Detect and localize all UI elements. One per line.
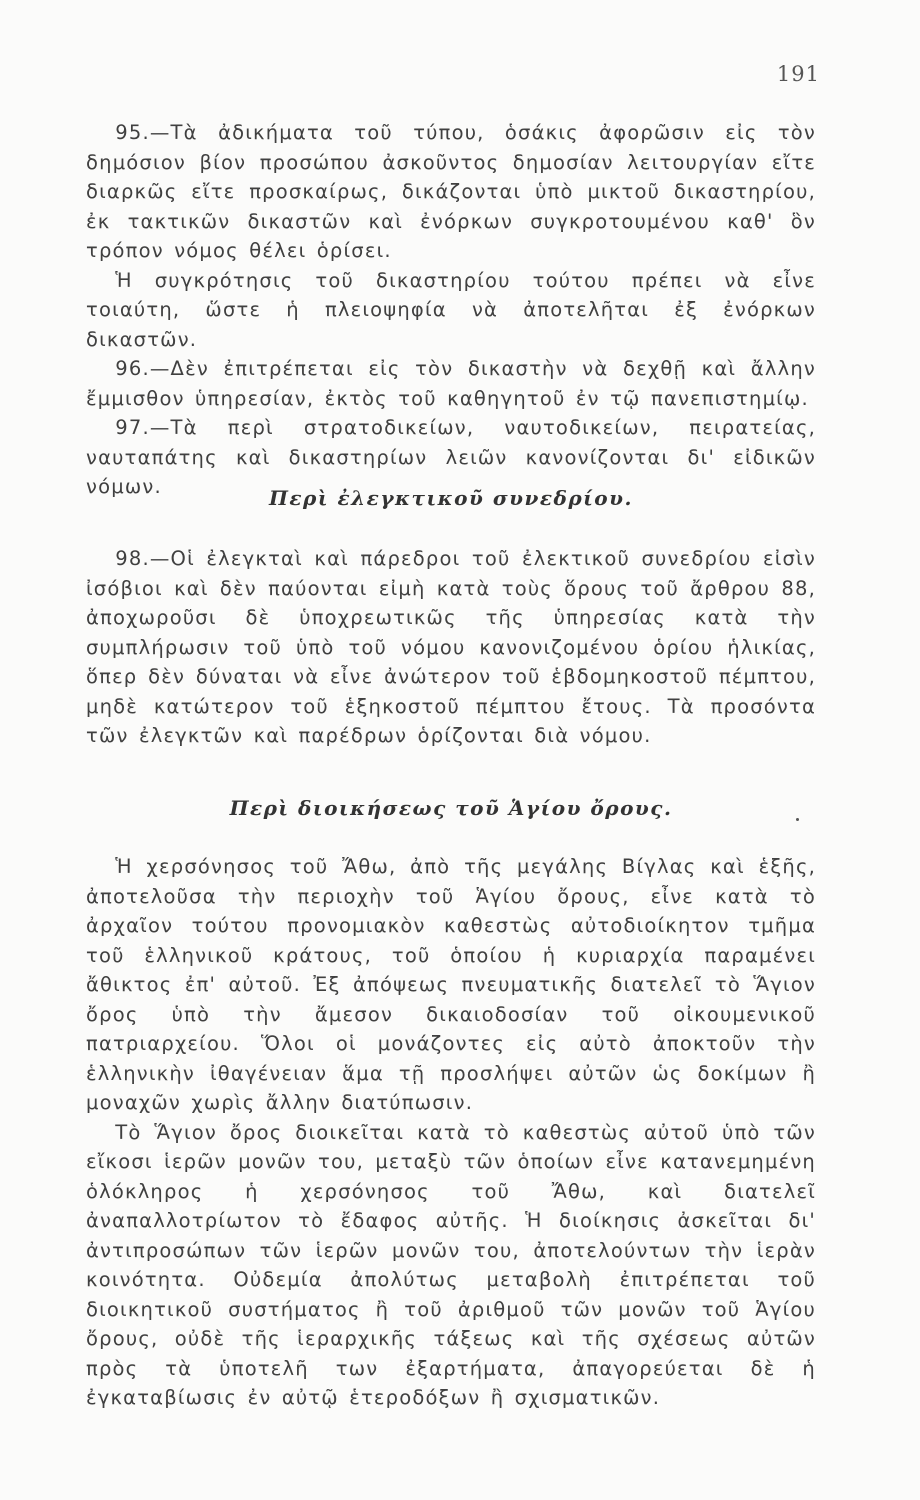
mount-athos-paragraph-1: Ἡ χερσόνησος τοῦ Ἄθω, ἀπὸ τῆς μεγάλης Βίγλας καὶ ἑξῆς, ἀποτελοῦσα τὴν περιοχὴν τοῦ Ἁγίου ὄρους, εἶνε κατὰ τὸ ἀρχαῖον τούτου προνομιακὸν καθεστὼς αὐτοδιοίκητον τμῆμα τοῦ ἑλληνικοῦ κράτους, τοῦ ὁποίου ἡ κυριαρχία παραμένει ἄθικτος ἐπ' αὐτοῦ. Ἐξ ἀπόψεως πνευματικῆς διατελεῖ τὸ Ἅγιον ὄρος ὑπὸ τὴν ἄμεσον δικαιοδοσίαν τοῦ οἰκουμενικοῦ πατριαρχείου. Ὅλοι οἱ μονάζοντες εἰς αὐτὸ ἀποκτοῦν τὴν ἑλληνικὴν ἰθαγένειαν ἅμα τῇ προσλήψει αὐτῶν ὡς δοκίμων ἢ μοναχῶν χωρὶς ἄλλην διατύπωσιν.: [86, 855, 816, 1114]
mount-athos-paragraph-2: Τὸ Ἅγιον ὄρος διοικεῖται κατὰ τὸ καθεστὼς αὐτοῦ ὑπὸ τῶν εἴκοσι ἱερῶν μονῶν του, μεταξὺ τῶν ὁποίων εἶνε κατανεμημένη ὁλόκληρος ἡ χερσόνησος τοῦ Ἄθω, καὶ διατελεῖ ἀναπαλλοτρίωτον τὸ ἔδαφος αὐτῆς. Ἡ διοίκησις ἀσκεῖται δι' ἀντιπροσώπων τῶν ἱερῶν μονῶν του, ἀποτελούντων τὴν ἱερὰν κοινότητα. Οὐδεμία ἀπολύτως μεταβολὴ ἐπιτρέπεται τοῦ διοικητικοῦ συστήματος ἢ τοῦ ἀριθμοῦ τῶν μονῶν τοῦ Ἁγίου ὄρους, οὐδὲ τῆς ἱεραρχικῆς τάξεως καὶ τῆς σχέσεως αὐτῶν πρὸς τὰ ὑποτελῆ των ἐξαρτήματα, ἀπαγορεύεται δὲ ἡ ἐγκαταβίωσις ἐν αὐτῷ ἑτεροδόξων ἢ σχισματικῶν.: [86, 1120, 816, 1409]
page-number: 191: [776, 62, 820, 86]
stray-mark: [796, 818, 799, 821]
article-98-paragraph: 98.—Οἱ ἐλεγκταὶ καὶ πάρεδροι τοῦ ἐλεκτικοῦ συνεδρίου εἰσὶν ἰσόβιοι καὶ δὲν παύονται εἰμὴ κατὰ τοὺς ὅρους τοῦ ἄρθρου 88, ἀποχωροῦσι δὲ ὑποχρεωτικῶς τῆς ὑπηρεσίας κατὰ τὴν συμπλήρωσιν τοῦ ὑπὸ τοῦ νόμου κανονιζομένου ὁρίου ἡλικίας, ὅπερ δὲν δύναται νὰ εἶνε ἀνώτερον τοῦ ἑβδομηκοστοῦ πέμπτου, μηδὲ κατώτερον τοῦ ἑξηκοστοῦ πέμπτου ἔτους. Τὰ προσόντα τῶν ἐλεγκτῶν καὶ παρέδρων ὁρίζονται διὰ νόμου.: [86, 547, 816, 747]
section-mount-athos: [86, 852, 816, 1413]
section-article-98: [86, 544, 816, 751]
section-heading-audit-council: Περὶ ἐλεγκτικοῦ συνεδρίου.: [269, 486, 633, 510]
section-articles-95-97: [86, 118, 816, 502]
section-heading-mount-athos: Περὶ διοικήσεως τοῦ Ἁγίου ὄρους.: [229, 796, 673, 820]
article-95-paragraph: 95.—Τὰ ἀδικήματα τοῦ τύπου, ὁσάκις ἀφορῶσιν εἰς τὸν δημόσιον βίον προσώπου ἀσκοῦντος δημοσίαν λειτουργίαν εἴτε διαρκῶς εἴτε προσκαίρως, δικάζονται ὑπὸ μικτοῦ δικαστηρίου, ἐκ τακτικῶν δικαστῶν καὶ ἐνόρκων συγκροτουμένου καθ' ὃν τρόπον νόμος θέλει ὁρίσει.: [86, 121, 816, 262]
article-95-continuation-paragraph: Ἡ συγκρότησις τοῦ δικαστηρίου τούτου πρέπει νὰ εἶνε τοιαύτη, ὥστε ἡ πλειοψηφία νὰ ἀποτελῆται ἐξ ἐνόρκων δικαστῶν.: [86, 268, 816, 351]
article-97-paragraph: 97.—Τὰ περὶ στρατοδικείων, ναυτοδικείων, πειρατείας, ναυταπάτης καὶ δικαστηρίων λειῶν κανονίζονται δι' εἰδικῶν νόμων.: [86, 416, 816, 498]
article-96-paragraph: 96.—Δὲν ἐπιτρέπεται εἰς τὸν δικαστὴν νὰ δεχθῇ καὶ ἄλλην ἔμμισθον ὑπηρεσίαν, ἐκτὸς τοῦ καθηγητοῦ ἐν τῷ πανεπιστημίῳ.: [86, 357, 816, 410]
